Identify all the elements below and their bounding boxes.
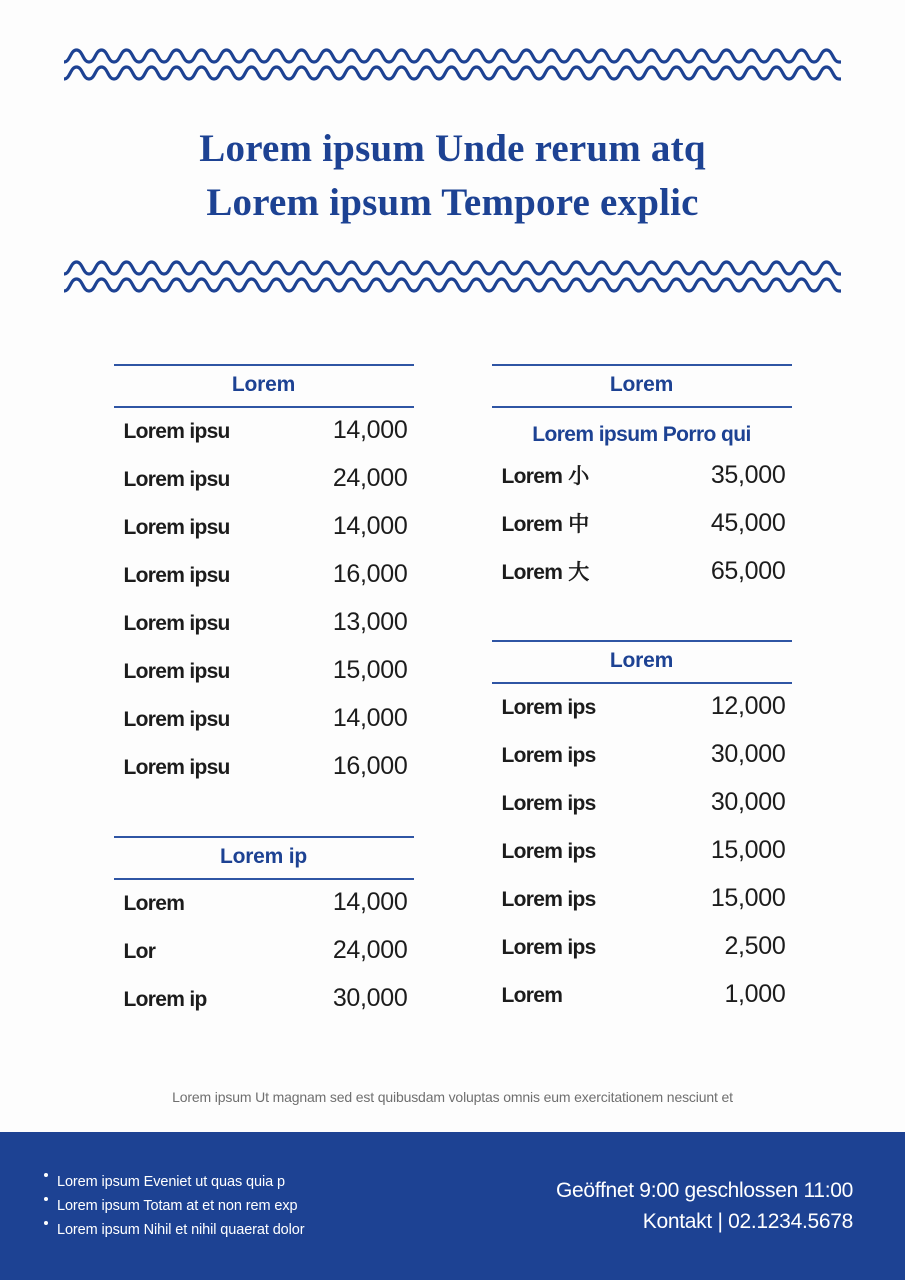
- menu-row: [114, 704, 414, 752]
- left-menu-column: [114, 364, 414, 1088]
- item-name: Lorem ipsu: [123, 564, 230, 587]
- item-price: 13,000: [332, 608, 408, 636]
- item-name: Lorem ips: [501, 888, 596, 911]
- menu-row-list: [114, 408, 414, 800]
- menu-row: [114, 560, 414, 608]
- section-header: [492, 640, 792, 684]
- item-name: Lorem ipsu: [123, 756, 230, 779]
- item-name: Lor: [123, 940, 156, 963]
- wave-divider-top-icon: [64, 48, 841, 92]
- item-price: 14,000: [332, 888, 408, 916]
- item-size-mark: 大: [568, 561, 590, 584]
- page-header: [0, 0, 905, 304]
- menu-row: [114, 512, 414, 560]
- item-name: Lorem ipsu: [123, 468, 230, 491]
- item-price: 30,000: [710, 740, 786, 768]
- section-title: Lorem: [609, 649, 674, 672]
- item-name: Lorem ipsu: [123, 420, 230, 443]
- item-price: 15,000: [710, 884, 786, 912]
- footer-note-text: Lorem ipsum Nihil et nihil quaerat dolor: [57, 1222, 305, 1238]
- section-title: Lorem: [231, 373, 296, 396]
- menu-row-list: [492, 452, 792, 604]
- bullet-dot-icon: [44, 1197, 48, 1201]
- item-price: 65,000: [710, 557, 786, 585]
- menu-content: [0, 304, 905, 1088]
- item-name: Lorem: [501, 984, 563, 1007]
- item-name: [502, 460, 590, 490]
- bullet-dot-icon: [44, 1221, 48, 1225]
- item-size-mark: 中: [568, 513, 590, 536]
- section-title: Lorem ip: [219, 845, 308, 868]
- item-price: 15,000: [710, 836, 786, 864]
- item-price: 45,000: [710, 509, 786, 537]
- menu-row: [492, 836, 792, 884]
- section-header: [114, 364, 414, 408]
- item-name: Lorem ips: [501, 936, 596, 959]
- menu-row: [114, 464, 414, 512]
- list-item: [44, 1218, 304, 1242]
- menu-row: [492, 460, 792, 508]
- item-name: Lorem ips: [501, 744, 596, 767]
- item-name: Lorem ips: [501, 792, 596, 815]
- menu-row: [114, 608, 414, 656]
- item-name-text: Lorem: [501, 465, 563, 488]
- item-price: 14,000: [332, 512, 408, 540]
- section-header: [492, 364, 792, 408]
- item-price: 24,000: [332, 464, 408, 492]
- item-size-mark: 小: [568, 465, 590, 488]
- menu-row: [492, 788, 792, 836]
- footer-contact-block: [556, 1175, 853, 1237]
- item-price: 30,000: [332, 984, 408, 1012]
- item-price: 14,000: [332, 416, 408, 444]
- menu-row: [492, 508, 792, 556]
- menu-row: [114, 888, 414, 936]
- footer-notes-list: [44, 1170, 304, 1242]
- item-name: Lorem ipsu: [123, 708, 230, 731]
- list-item: [44, 1194, 304, 1218]
- menu-row: [114, 936, 414, 984]
- item-name: Lorem ipsu: [123, 612, 230, 635]
- opening-hours: Geöffnet 9:00 geschlossen 11:00: [556, 1179, 853, 1202]
- footer-note-text: Lorem ipsum Totam at et non rem exp: [57, 1198, 298, 1214]
- menu-section: [114, 836, 414, 1032]
- menu-row: [492, 556, 792, 604]
- item-price: 16,000: [332, 560, 408, 588]
- item-price: 1,000: [724, 980, 786, 1008]
- item-price: 14,000: [332, 704, 408, 732]
- menu-row: [492, 980, 792, 1028]
- menu-section: [492, 364, 792, 604]
- right-menu-column: [492, 364, 792, 1088]
- title-line-1: Lorem ipsum Unde rerum atq: [199, 127, 706, 170]
- item-name-text: Lorem: [501, 513, 563, 536]
- item-name: [502, 556, 590, 586]
- contact-phone: Kontakt | 02.1234.5678: [642, 1210, 853, 1233]
- page-footer: [0, 1132, 905, 1280]
- title-line-2: Lorem ipsum Tempore explic: [206, 181, 699, 224]
- item-price: 15,000: [332, 656, 408, 684]
- item-price: 30,000: [710, 788, 786, 816]
- menu-row: [114, 416, 414, 464]
- menu-row: [492, 692, 792, 740]
- item-name: Lorem ips: [501, 696, 596, 719]
- item-price: 12,000: [710, 692, 786, 720]
- menu-row: [492, 740, 792, 788]
- item-name: Lorem ipsu: [123, 660, 230, 683]
- wave-divider-bottom-icon: [64, 260, 841, 304]
- section-title: Lorem: [609, 373, 674, 396]
- menu-row: [114, 752, 414, 800]
- section-subheading: Lorem ipsum Porro qui: [532, 423, 751, 446]
- page-title: [0, 92, 905, 234]
- menu-row: [114, 656, 414, 704]
- menu-row: [492, 884, 792, 932]
- menu-row-list: [492, 684, 792, 1028]
- item-price: 24,000: [332, 936, 408, 964]
- item-name-text: Lorem: [501, 561, 563, 584]
- item-name: Lorem: [123, 892, 185, 915]
- menu-row: [492, 932, 792, 980]
- item-name: Lorem ip: [123, 988, 207, 1011]
- menu-section: [492, 640, 792, 1028]
- disclaimer-text: Lorem ipsum Ut magnam sed est quibusdam voluptas omnis eum exercitationem nesciunt et: [172, 1089, 733, 1105]
- bullet-dot-icon: [44, 1173, 48, 1177]
- menu-row-list: [114, 880, 414, 1032]
- item-name: Lorem ips: [501, 840, 596, 863]
- footer-note-text: Lorem ipsum Eveniet ut quas quia p: [57, 1174, 285, 1190]
- item-price: 35,000: [710, 461, 786, 489]
- section-header: [114, 836, 414, 880]
- item-name: [502, 508, 590, 538]
- list-item: [44, 1170, 304, 1194]
- item-price: 16,000: [332, 752, 408, 780]
- item-price: 2,500: [724, 932, 786, 960]
- menu-row: [114, 984, 414, 1032]
- item-name: Lorem ipsu: [123, 516, 230, 539]
- menu-section: [114, 364, 414, 800]
